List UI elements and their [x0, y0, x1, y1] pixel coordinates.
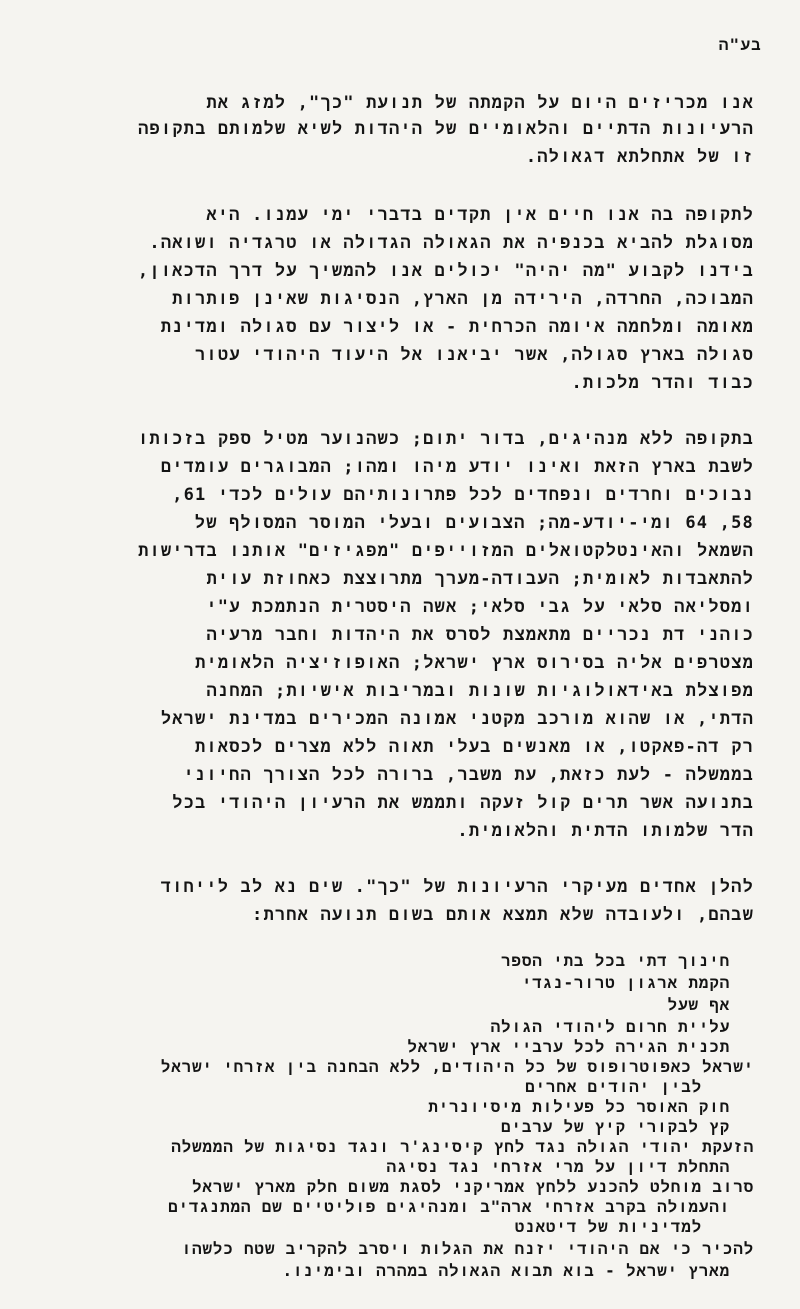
list-item: והעמולה בקרב אזרחי ארה"ב ומנהיגים פוליטיים שם המתנגדים: [168, 1197, 730, 1216]
para3-line: מצטרפים אליה בסירוס ארץ ישראל; האופוזיציה הלאומית: [195, 653, 754, 673]
para2-line: בידנו לקבוע "מה יהיה" יכולים אנו להמשיך על דרך הדכאון,: [137, 261, 754, 281]
para2-line: סגולה בארץ סגולה, אשר יביאנו אל היעוד היהודי עטור: [195, 345, 754, 365]
list-item: אף שעל: [667, 995, 730, 1014]
list-item: תכנית הגירה לכל ערביי ארץ ישראל: [407, 1037, 730, 1056]
list-item: הקמת ארגון טרור-נגדי: [521, 973, 730, 992]
list-item: הזעקת יהודי הגולה נגד לחץ קיסינג'ר ונגד נסיגות של הממשלה: [171, 1137, 754, 1156]
list-item: התחלת דיון על מרי אזרחי נגד נסיגה: [386, 1157, 730, 1176]
intro-line: אנו מכריזים היום על הקמתה של תנועת "כך", למזג את: [206, 93, 754, 113]
list-item: להכיר כי אם היהודי יזנח את הגלות ויסרב להקריב שטח כלשהו: [181, 1239, 754, 1258]
para3-line: לשבת בארץ הזאת ואינו יודע מיהו ומהו; המבוגרים עומדים: [160, 457, 754, 477]
para3-line: השמאל והאינטלקטואלים המזוייפים "מפגיזים" אותנו בדרישות: [138, 541, 754, 561]
list-item: למדיניות של דיטאנט: [514, 1217, 702, 1236]
list-item: לבין יהודים אחרים: [525, 1077, 702, 1096]
para2-line: המבוכה, החרדה, הירידה מן הארץ, הנסיגות שאינן פותרות: [172, 289, 754, 309]
list-item: ישראל כאפוטרופוס של כל היהודים, ללא הבחנה בין אזרחי ישראל: [160, 1057, 754, 1076]
para3-line: בממשלה - לעת כזאת, עת משבר, ברורה לכל הצורך החיוני: [183, 765, 754, 785]
para3-line: כוהני דת נכריים מתאמצת לסרס את היהדות וחבר מרעיה: [206, 625, 754, 645]
para3-line: 58, 64 ומי-יודע-מה; הצבועים ובעלי המוסר המסולף של: [194, 513, 754, 533]
para3-line: בתקופה ללא מנהיגים, בדור יתום; כשהנוער מטיל ספק בזכותו: [137, 429, 754, 449]
para2-line: לתקופה בה אנו חיים אין תקדים בדברי ימי עמנו. היא: [206, 205, 754, 225]
list-item: חינוך דתי בכל בתי הספר: [501, 951, 730, 970]
para2-line: מאומה ומלחמה איומה הכרחית - או ליצור עם סגולה ומדינת: [160, 317, 754, 337]
para3-line: רק דה-פאקטו, או מאנשים בעלי תאוה ללא מצרים לכסאות: [194, 737, 754, 757]
list-item: מארץ ישראל - בוא תבוא הגאולה במהרה ובימינו.: [282, 1261, 730, 1280]
list-item: קץ לבקורי קיץ של ערבים: [501, 1117, 730, 1136]
para3-line: ומסליאה סלאי על גבי סלאי; אשה היסטרית הנתמכת ע"י: [206, 597, 754, 617]
para3-line: להתאבדות לאומית; העבודה-מערך מתרוצצת כאחוזת עוית: [206, 569, 754, 589]
header-bsd: בע"ה: [718, 35, 762, 54]
para3-line: בתנועה אשר תרים קול זעקה ותממש את הרעיון היהודי בכל: [172, 793, 754, 813]
para4-line: שבהם, ולעובדה שלא תמצא אותם בשום תנועה אחרת:: [252, 905, 754, 925]
list-item: סרוב מוחלט להכנע ללחץ אמריקני לסגת משום חלק מארץ ישראל: [192, 1177, 754, 1196]
intro-line: זו של אתחלתא דגאולה.: [525, 147, 754, 167]
intro-line: הרעיונות הדתיים והלאומיים של היהדות לשיא שלמותם בתקופה: [138, 119, 754, 139]
para3-line: נבוכים וחרדים ונפחדים לכל פתרונותיהם עולים לכדי 61,: [172, 485, 754, 505]
para4-line: להלן אחדים מעיקרי הרעיונות של "כך". שים נא לב לייחוד: [160, 877, 754, 897]
para3-line: מפוצלת באידאולוגיות שונות ובמריבות אישיות; המחנה: [206, 681, 754, 701]
list-item: חוק האוסר כל פעילות מיסיונרית: [428, 1097, 730, 1116]
para2-line: מסוגלת להביא בכנפיה את הגאולה הגדולה או טרגדיה ושואה.: [149, 233, 754, 253]
list-item: עליית חרום ליהודי הגולה: [490, 1017, 730, 1036]
para3-line: הדתי, או שהוא מורכב מקטני אמונה המכירים במדינת ישראל: [160, 709, 754, 729]
para3-line: הדר שלמותו הדתית והלאומית.: [457, 821, 754, 841]
para2-line: כבוד והדר מלכות.: [571, 373, 754, 393]
